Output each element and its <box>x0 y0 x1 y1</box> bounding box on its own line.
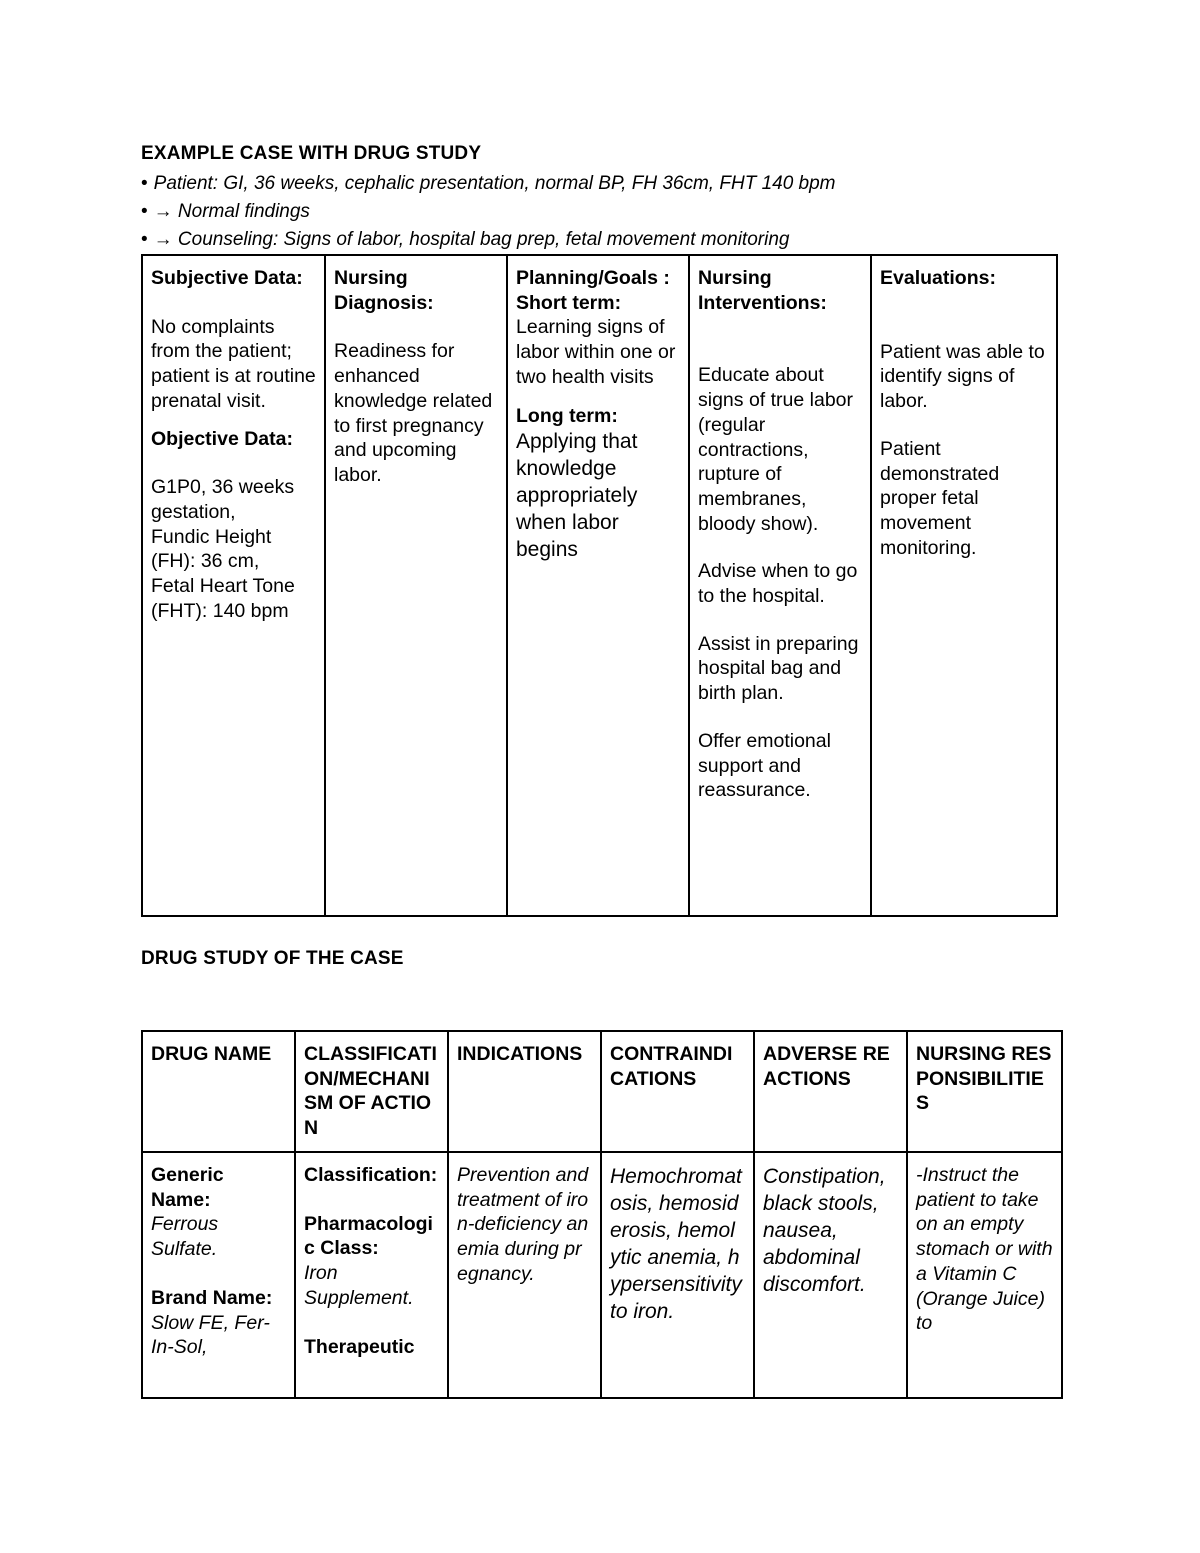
therapeutic-label: Therapeutic <box>304 1335 415 1358</box>
evaluation-item: Patient demonstrated proper fetal movement monitoring. <box>880 437 1000 559</box>
bullet-text: → Counseling: Signs of labor, hospital bag prep, fetal movement monitoring <box>153 229 790 250</box>
header-nursing-responsibilities: NURSING RESPONSIBILITIES <box>907 1031 1062 1152</box>
nursing-diagnosis-cell <box>325 255 507 916</box>
bullet-marker: • <box>141 173 148 194</box>
bullet-marker: • <box>141 201 148 222</box>
bullet-patient <box>141 170 836 198</box>
nursing-interventions-cell <box>689 255 871 916</box>
evaluations-cell <box>871 255 1057 916</box>
generic-name-label: Generic Name: <box>151 1164 224 1211</box>
evaluation-item: Patient was able to identify signs of labor. <box>880 340 1045 413</box>
classification-label: Classification: <box>304 1164 438 1186</box>
intervention-item: Offer emotional support and reassurance. <box>698 729 831 802</box>
nursing-responsibilities-cell: -Instruct the patient to take on an empty stomach or with a Vitamin C (Orange Juice) to <box>907 1152 1062 1398</box>
planning-heading: Planning/Goals : <box>516 267 670 289</box>
brand-name-label: Brand Name: <box>151 1286 273 1309</box>
bullet-text: → Normal findings <box>153 201 310 222</box>
adverse-reactions-cell: Constipation, black stools, nausea, abdominal discomfort. <box>754 1152 907 1398</box>
long-term-label: Long term: <box>516 404 618 427</box>
intervention-item: Advise when to go to the hospital. <box>698 560 858 608</box>
drug-study-table <box>141 1030 1063 1399</box>
brand-name-value: Slow FE, Fer-In-Sol, <box>151 1311 270 1359</box>
pharmacologic-class-label: Pharmacologic Class: <box>304 1212 433 1260</box>
table-header-row <box>142 1031 1062 1152</box>
objective-line: Fetal Heart Tone (FHT): 140 bpm <box>151 575 295 622</box>
case-bullet-list <box>141 170 836 254</box>
objective-line: G1P0, 36 weeks gestation, <box>151 476 295 523</box>
subjective-text: No complaints from the patient; patient is at routine prenatal visit. <box>151 315 316 412</box>
contraindications-cell: Hemochromatosis, hemosiderosis, hemolytic anemia, hypersensitivity to iron. <box>601 1152 754 1398</box>
drug-name-cell <box>142 1152 295 1398</box>
interventions-heading: Nursing Interventions: <box>698 267 827 314</box>
short-term-label: Short term: <box>516 291 622 314</box>
intervention-item: Educate about signs of true labor (regular contractions, rupture of membranes, bloody show). <box>698 364 854 535</box>
table-row <box>142 255 1057 916</box>
classification-cell <box>295 1152 448 1398</box>
indications-cell: Prevention and treatment of iron-deficiency anemia during pregnancy. <box>448 1152 601 1398</box>
bullet-marker: • <box>141 229 148 250</box>
subjective-data-cell <box>142 255 325 916</box>
page-title: EXAMPLE CASE WITH DRUG STUDY <box>141 143 482 164</box>
diagnosis-text: Readiness for enhanced knowledge related to first pregnancy and upcoming labor. <box>334 340 493 486</box>
drug-study-heading: DRUG STUDY OF THE CASE <box>141 948 404 969</box>
intervention-item: Assist in preparing hospital bag and birth plan. <box>698 632 859 705</box>
nursing-care-plan-table <box>141 254 1058 917</box>
pharmacologic-class-value: Iron Supplement. <box>304 1262 414 1309</box>
short-term-text: Learning signs of labor within one or two health visits <box>516 316 676 388</box>
planning-goals-cell <box>507 255 689 916</box>
header-adverse-reactions: ADVERSE REACTIONS <box>754 1031 907 1152</box>
generic-name-value: Ferrous Sulfate. <box>151 1213 219 1261</box>
evaluations-heading: Evaluations: <box>880 267 996 289</box>
bullet-counseling <box>141 226 836 254</box>
table-row <box>142 1152 1062 1398</box>
bullet-text: Patient: GI, 36 weeks, cephalic presentation, normal BP, FH 36cm, FHT 140 bpm <box>153 173 836 194</box>
header-indications: INDICATIONS <box>448 1031 601 1152</box>
diagnosis-heading: Nursing Diagnosis: <box>334 267 434 314</box>
objective-line: Fundic Height (FH): 36 cm, <box>151 525 272 573</box>
header-contraindications: CONTRAINDICATIONS <box>601 1031 754 1152</box>
bullet-findings <box>141 198 836 226</box>
header-drug-name: DRUG NAME <box>142 1031 295 1152</box>
subjective-heading: Subjective Data: <box>151 267 303 289</box>
objective-heading: Objective Data: <box>151 427 293 450</box>
header-classification: CLASSIFICATION/MECHANISM OF ACTION <box>295 1031 448 1152</box>
long-term-text: Applying that knowledge appropriately when labor begins <box>516 430 638 562</box>
